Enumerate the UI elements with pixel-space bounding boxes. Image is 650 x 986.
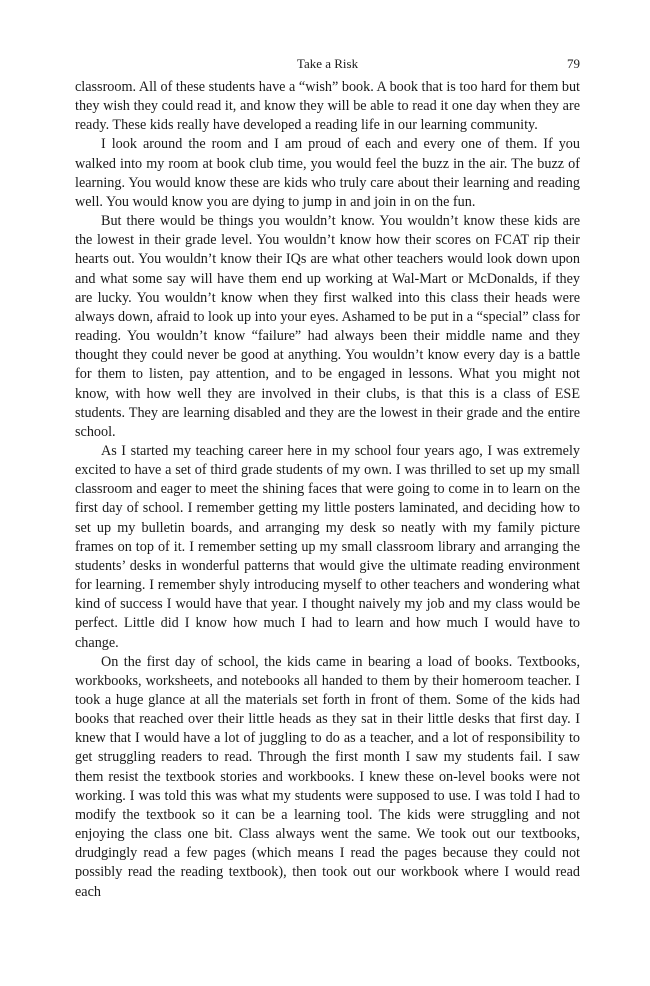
body-text: [75, 78, 580, 902]
page-number: 79: [567, 56, 580, 71]
paragraph-proud: I look around the room and I am proud of each and every one of them. If you walked into my room at book club time, you would feel the buzz in the air. The buzz of learning. You would know these are kids who truly care about their learning and reading well. You would know you are dying to jump in and join in on the fun.: [75, 136, 580, 210]
book-page: [75, 56, 580, 902]
paragraph-first-day: On the first day of school, the kids came in bearing a load of books. Textbooks, workbooks, worksheets, and notebooks all handed to them by their homeroom teacher. I took a huge glance at all the materials set forth in front of them. Some of the kids had books that reached over their little heads as they sat in their little desks that first day. I knew that I would have a lot of juggling to do as a teacher, and a lot of responsibility to get struggling readers to read. Through the first month I saw my students fail. I saw them resist the textbook stories and workbooks. I knew these on-level books were not working. I was told this was what my students were supposed to use. I was told I had to modify the textbook so it can be a learning tool. The kids were struggling and not enjoying the class one bit. Class always went the same. We took out our textbooks, drudgingly read a few pages (which means I read the pages because they could not possibly read the reading textbook), then took out our workbook where I would read each: [75, 653, 580, 900]
paragraph-continued: classroom. All of these students have a “wish” book. A book that is too hard for them but they wish they could read it, and know they will be able to read it one day when they are ready. These kids really have developed a reading life in our learning community.: [75, 79, 580, 134]
running-title: Take a Risk: [296, 56, 359, 71]
running-header: [75, 56, 580, 78]
paragraph-things-you-wouldnt-know: But there would be things you wouldn’t know. You wouldn’t know these kids are the lowest in their grade level. You wouldn’t know how their scores on FCAT rip their hearts out. You wouldn’t know their IQs are what other teachers would look down upon and what some say will have them end up working at Wal-Mart or McDonalds, if they are lucky. You wouldn’t know when they first walked into this class their heads were always down, afraid to look up into your eyes. Ashamed to be put in a “special” class for reading. You wouldn’t know “failure” had always been their middle name and they thought they could never be good at anything. You wouldn’t know every day is a battle for them to listen, pay attention, and to be engaged in lessons. What you might not know, with how well they are involved in their clubs, is that this is a class of ESE students. They are learning disabled and they are the lowest in their grade and the entire school.: [75, 213, 580, 440]
paragraph-teaching-career: As I started my teaching career here in my school four years ago, I was extremely excited to have a set of third grade students of my own. I was thrilled to set up my small classroom and eager to meet the shining faces that were going to come in to learn on the first day of school. I remember getting my little posters laminated, and deciding how to set up my bulletin boards, and arranging my desk so neatly with my family picture frames on top of it. I remember setting up my small classroom library and arranging the students’ desks in wonderful patterns that would give the ultimate reading environment for learning. I remember shyly introducing myself to other teachers and wondering what kind of success I would have that year. I thought naively my job and my class would be perfect. Little did I know how much I had to learn and how much I would have to change.: [75, 442, 580, 651]
